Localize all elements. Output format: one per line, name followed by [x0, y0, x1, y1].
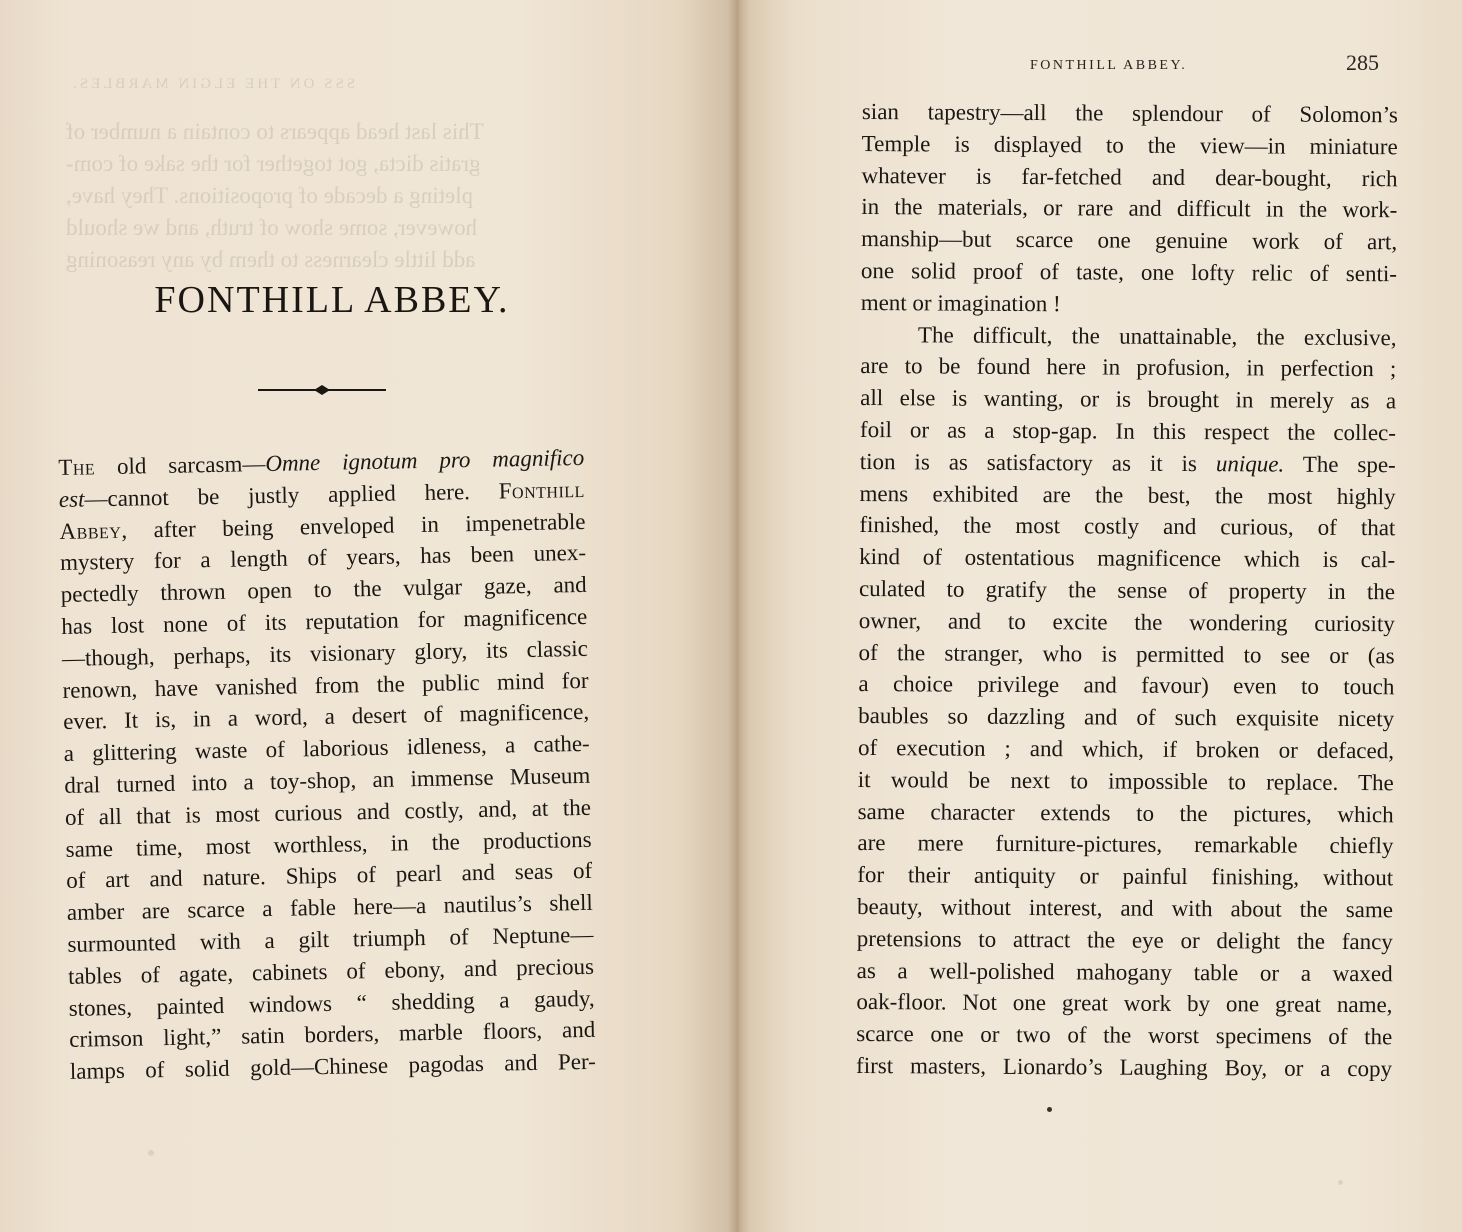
text-line: tion is as satisfactory as it is unique. The spe-: [859, 448, 1396, 478]
text-line: renown, have vanished from the public mind for: [62, 667, 589, 703]
text-line: stones, painted windows “ shedding a gaudy,: [68, 985, 595, 1021]
text-line: of art and nature. Ships of pearl and seas of: [65, 858, 593, 894]
paper-spot: [148, 1150, 154, 1156]
text-line: pretensions to attract the eye or delight the fancy: [856, 925, 1393, 954]
text-line: ment or imagination !: [860, 289, 1061, 316]
text-line: baubles so dazzling and of such exquisite nicety: [858, 703, 1395, 732]
paper-spot: [1338, 1180, 1343, 1185]
text-line: est—cannot be justly applied here. Fonthill: [58, 476, 586, 512]
text-line: manship—but scarce one genuine work of art,: [861, 226, 1398, 255]
page-number: 285: [1346, 50, 1379, 75]
left-body-text: [58, 442, 596, 1088]
text-line: same time, most worthless, in the productions: [65, 826, 592, 862]
text-line: as a well-polished mahogany table or a waxed: [856, 957, 1393, 986]
text-line: all else is wanting, or is brought in merely as a: [860, 385, 1397, 414]
bleed-through: SSS ON THE ELGIN MARBLES.: [70, 76, 356, 92]
text-line: are to be found here in profusion, in perfection ;: [860, 353, 1397, 382]
text-line: Abbey, after being enveloped in impenetrable: [59, 508, 586, 544]
text-line: foil or as a stop-gap. In this respect the collec-: [859, 416, 1397, 446]
text-line: it would be next to impossible to replace. The: [857, 766, 1394, 795]
text-line: Temple is displayed to the view—in miniature: [861, 130, 1398, 160]
text-line: kind of ostentatious magnificence which is cal-: [859, 544, 1396, 573]
text-line: tables of agate, cabinets of ebony, and precious: [67, 953, 595, 989]
text-line: in the materials, or rare and difficult in the work-: [861, 194, 1398, 223]
text-line: a glittering waste of laborious idleness, a cathe-: [63, 731, 590, 767]
text-line: —though, perhaps, its visionary glory, its classic: [61, 635, 589, 671]
text-line: amber are scarce a fable here—a nautilus’s shell: [66, 889, 593, 926]
bleed-through: however, some show of truth, and we should: [66, 215, 478, 240]
text-line: of the stranger, who is permitted to see or (as: [858, 639, 1395, 668]
text-line: a choice privilege and favour) even to touch: [858, 671, 1395, 700]
text-line: oak-floor. Not one great work by one great name,: [856, 989, 1393, 1018]
text-line: lamps of solid gold—Chinese pagodas and Per-: [69, 1048, 597, 1085]
signature-mark: [1047, 1107, 1052, 1112]
text-line: mystery for a length of years, has been unex-: [59, 540, 587, 576]
text-line: dral turned into a toy-shop, an immense Museum: [64, 762, 591, 798]
text-line: has lost none of its reputation for magnificence: [61, 603, 588, 639]
running-head: FONTHILL ABBEY.: [1030, 58, 1188, 73]
text-line: The old sarcasm—Omne ignotum pro magnifico: [58, 444, 585, 480]
text-line: scarce one or two of the worst specimens of the: [856, 1021, 1393, 1050]
text-line: crimson light,” satin borders, marble floors, and: [69, 1017, 596, 1053]
page-title: FONTHILL ABBEY.: [154, 279, 510, 321]
text-line: finished, the most costly and curious, of that: [859, 512, 1396, 541]
text-line: same character extends to the pictures, which: [857, 798, 1394, 827]
text-line: surmounted with a gilt triumph of Neptune—: [67, 921, 594, 957]
text-line: for their antiquity or painful finishing, without: [857, 862, 1394, 891]
text-line: whatever is far-fetched and dear-bought, rich: [861, 162, 1398, 191]
text-line: sian tapestry—all the splendour of Solomon’s: [861, 98, 1398, 128]
text-line: one solid proof of taste, one lofty relic of senti-: [860, 257, 1398, 287]
text-line: pectedly thrown open to the vulgar gaze, and: [60, 572, 587, 608]
text-line: first masters, Lionardo’s Laughing Boy, or a copy: [856, 1052, 1393, 1082]
bleed-through: This last head appears to contain a number of: [66, 119, 484, 144]
bleed-through: add little clearness to them by any reasoning: [66, 247, 476, 272]
gutter: [728, 0, 750, 1232]
text-line: are mere furniture-pictures, remarkable chiefly: [857, 830, 1394, 859]
text-line: The difficult, the unattainable, the exclusive,: [860, 321, 1397, 350]
text-line: ever. It is, in a word, a desert of magnificence,: [62, 699, 590, 735]
right-body-text: [856, 96, 1398, 1085]
text-line: culated to gratify the sense of property in the: [858, 575, 1396, 605]
text-line: of execution ; and which, if broken or defaced,: [857, 734, 1395, 764]
text-line: mens exhibited are the best, the most highly: [859, 480, 1396, 509]
rule-ornament-icon: [256, 380, 388, 400]
text-line: owner, and to excite the wondering curiosity: [858, 607, 1395, 637]
bleed-through: pleting a decade of propositions. They have,: [66, 183, 474, 208]
text-line: of all that is most curious and costly, and, at the: [64, 794, 592, 830]
bleed-through: gratis dicta, got together for the sake of com-: [66, 151, 481, 176]
text-line: beauty, without interest, and with about the same: [856, 893, 1394, 923]
